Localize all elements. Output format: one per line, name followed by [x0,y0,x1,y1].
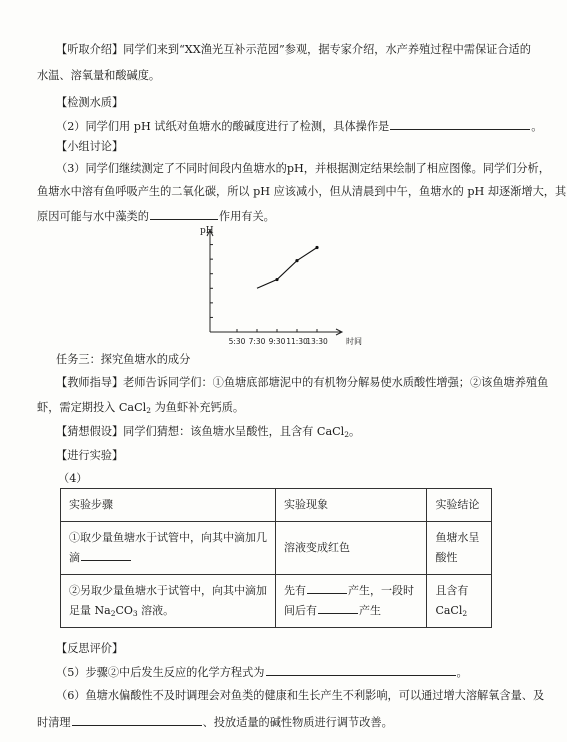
answer-blank-second-phenomenon[interactable] [318,603,358,614]
header-phenomenon: 实验现象 [276,489,427,522]
intro-line-1 [56,44,531,55]
x-tick-label: 13:30 [306,337,328,346]
x-tick-label: 11:30 [286,337,308,346]
ph-series-line [257,247,317,288]
section-tag-hypothesis: 【猜想假设】 [56,425,124,438]
phenomenon-2-text: 间后有 [284,604,317,617]
subscript: 2 [110,609,116,618]
step-2-text: 足量 Na [69,604,111,617]
phenomenon-2-line-1 [284,581,418,601]
hypothesis-text: 同学们猜想：该鱼塘水呈酸性，且含有 CaCl [123,425,345,438]
question-6-end: 、投放适量的碱性物质进行调节改善。 [202,716,393,729]
data-point [275,278,278,281]
conclusion-1-line-2: 酸性 [435,551,458,564]
teacher-line-1 [56,377,548,388]
x-tick-label: 7:30 [248,337,266,346]
question-3-line-3 [37,209,275,222]
step-1-line-2 [69,548,267,568]
header-conclusion: 实验结论 [427,489,492,522]
answer-blank-q2[interactable] [390,119,530,130]
question-2-end: 。 [531,120,543,133]
step-2-text: 溶液。 [137,604,175,617]
answer-blank-q6[interactable] [72,715,202,726]
conclusion-2-line-2 [435,601,483,621]
answer-blank-first-phenomenon[interactable] [307,583,347,594]
question-4-label: （4） [58,472,88,485]
conclusion-2-line-1: 且含有 [435,584,469,597]
question-5 [56,665,468,678]
question-3-line-2: 鱼塘水中溶有鱼呼吸产生的二氧化碳，所以 pH 应该减小，但从清晨到中午，鱼塘水的 pH 却逐渐增大，其 [37,185,567,198]
subscript: 2 [344,430,350,439]
question-3-end: 作用有关。 [218,210,275,223]
phenomenon-2-text: 产生 [359,604,381,617]
phenomenon-cell-1: 溶液变成红色 [276,522,427,575]
step-cell-1 [61,522,276,575]
phenomenon-2-text: 先有 [284,584,306,597]
step-2-line-2 [69,601,267,621]
subscript: 2 [146,406,152,415]
conclusion-2-text: CaCl [435,604,463,617]
step-1-line-1: ①取少量鱼塘水于试管中，向其中滴加几 [69,531,267,544]
answer-blank-q3[interactable] [150,209,218,220]
question-5-end: 。 [456,666,468,679]
conclusion-cell-2 [427,575,492,628]
subscript: 3 [132,609,138,618]
question-6-line-2 [37,715,393,728]
table-row [61,522,492,575]
data-point [315,246,318,249]
experiment-table [60,488,492,628]
y-axis-label: pH [200,226,214,236]
section-tag-discuss: 【小组讨论】 [56,140,124,153]
ph-line-chart [200,222,370,350]
phenomenon-2-text: 产生，一段时 [348,584,414,597]
step-cell-2 [61,575,276,628]
teacher-text-2: 虾，需定期投入 CaCl [37,401,147,414]
section-tag-listen: 【听取介绍】 [56,43,124,56]
question-5-text: （5）步骤②中后发生反应的化学方程式为 [56,666,265,679]
subscript: 2 [462,609,468,618]
x-tick-label: 5:30 [228,337,246,346]
question-3-text: 原因可能与水中藻类的 [37,210,149,223]
teacher-text-1: 老师告诉同学们：①鱼塘底部塘泥中的有机物分解易使水质酸性增强；②该鱼塘养殖鱼 [123,376,549,389]
teacher-text-2-end: 为鱼虾补充钙质。 [151,401,245,414]
step-2-line-1: ②另取少量鱼塘水于试管中，向其中滴加 [69,584,267,597]
hypothesis-end: 。 [349,425,361,438]
step-1-text: 滴 [69,551,80,564]
task-3-title: 任务三：探究鱼塘水的成分 [56,353,191,366]
question-3-line-1: （3）同学们继续测定了不同时间段内鱼塘水的pH，并根据测定结果绘制了相应图像。同学们分析， [56,162,550,175]
x-axis-label: 时间 [346,337,362,346]
question-2-text: （2）同学们用 pH 试纸对鱼塘水的酸碱度进行了检测，具体操作是 [56,120,390,133]
question-6-text: 时清理 [37,716,71,729]
hypothesis-line [56,426,360,437]
section-tag-detect: 【检测水质】 [56,96,124,109]
intro-text-1: 同学们来到“XX渔光互补示范园”参观，据专家介绍，水产养殖过程中需保证合适的 [123,43,531,56]
answer-blank-reagent[interactable] [81,550,131,561]
conclusion-cell-1 [427,522,492,575]
section-tag-experiment: 【进行实验】 [56,449,124,462]
conclusion-1-line-1: 鱼塘水呈 [435,531,480,544]
teacher-line-2 [37,402,244,413]
section-tag-reflection: 【反思评价】 [56,642,124,655]
question-2 [56,119,542,132]
header-step: 实验步骤 [61,489,276,522]
section-tag-teacher: 【教师指导】 [56,376,124,389]
answer-blank-q5[interactable] [266,665,456,676]
step-2-text: CO [115,604,133,617]
question-6-line-1: （6）鱼塘水偏酸性不及时调理会对鱼类的健康和生长产生不利影响，可以通过增大溶解氧含量、及 [56,689,545,702]
phenomenon-2-line-2 [284,601,418,621]
phenomenon-cell-2 [276,575,427,628]
table-row [61,575,492,628]
table-header-row [61,489,492,522]
x-tick-label: 9:30 [268,337,286,346]
intro-line-2: 水温、溶氧量和酸碱度。 [37,69,161,82]
data-point [295,259,298,262]
